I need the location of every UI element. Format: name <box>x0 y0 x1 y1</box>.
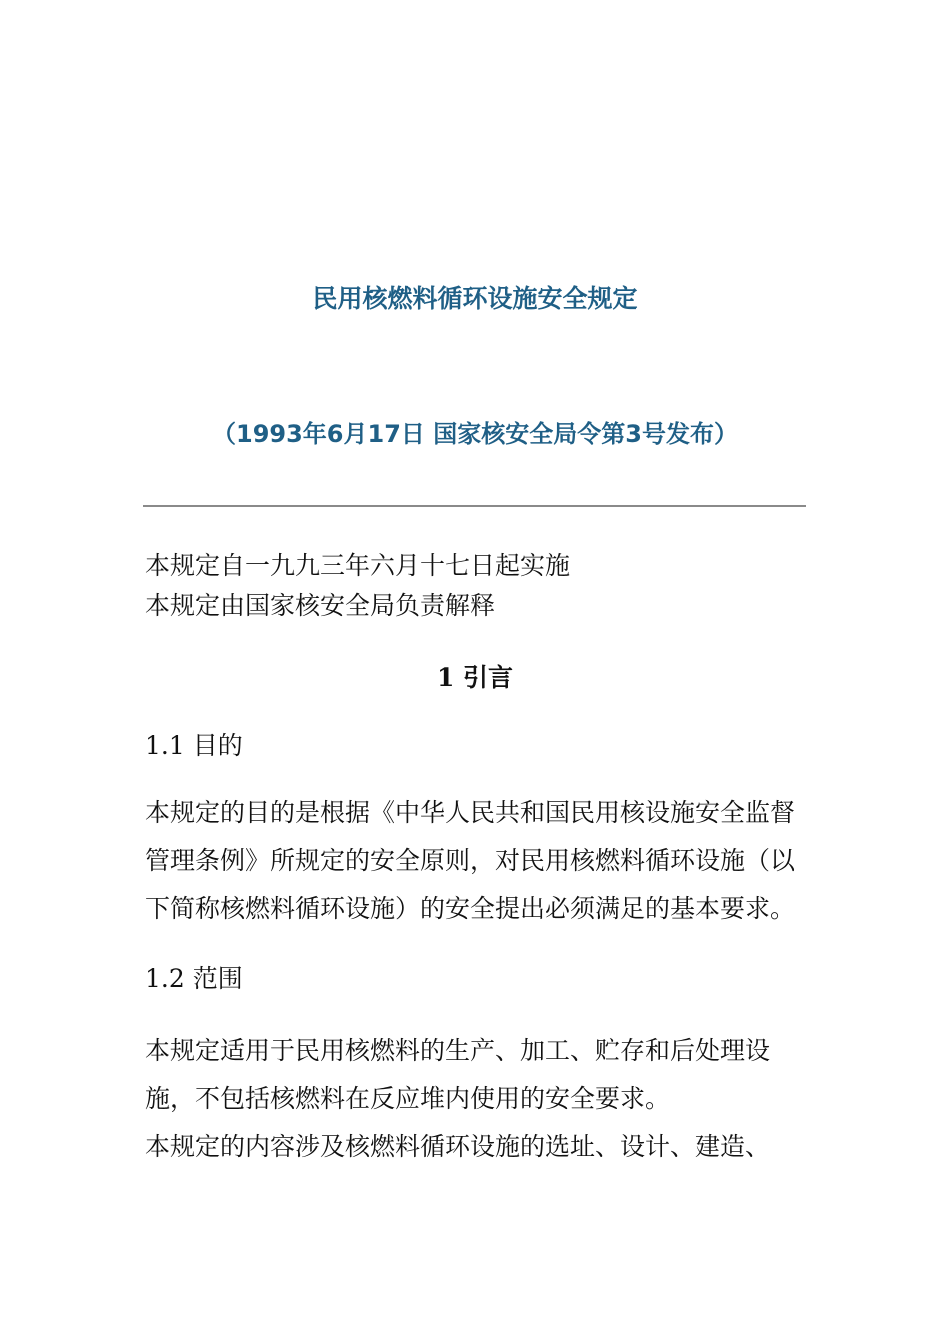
document-body <box>145 546 805 1171</box>
document-title: 民用核燃料循环设施安全规定 <box>312 284 638 313</box>
spacer <box>145 933 805 959</box>
horizontal-divider <box>143 505 806 507</box>
document-subtitle: （1993年6月17日 国家核安全局令第3号发布） <box>212 420 738 448</box>
paragraph-purpose: 本规定的目的是根据《中华人民共和国民用核设施安全监督管理条例》所规定的安全原则，对民用核燃料循环设施（以下简称核燃料循环设施）的安全提出必须满足的基本要求。 <box>145 798 796 923</box>
spacer <box>145 626 805 658</box>
spacer <box>145 999 805 1027</box>
spacer <box>145 698 805 726</box>
subsection-heading-purpose: 1.1 目的 <box>145 731 243 760</box>
effective-date-line: 本规定自一九九三年六月十七日起实施 <box>145 551 571 580</box>
spacer <box>145 766 805 789</box>
interpretation-line: 本规定由国家核安全局负责解释 <box>145 591 496 620</box>
subsection-heading-scope: 1.2 范围 <box>145 964 243 993</box>
section-heading-introduction: 1 引言 <box>436 663 514 692</box>
paragraph-scope-1: 本规定适用于民用核燃料的生产、加工、贮存和后处理设施，不包括核燃料在反应堆内使用的安全要求。 <box>145 1036 771 1113</box>
paragraph-scope-2: 本规定的内容涉及核燃料循环设施的选址、设计、建造、 <box>145 1132 771 1161</box>
